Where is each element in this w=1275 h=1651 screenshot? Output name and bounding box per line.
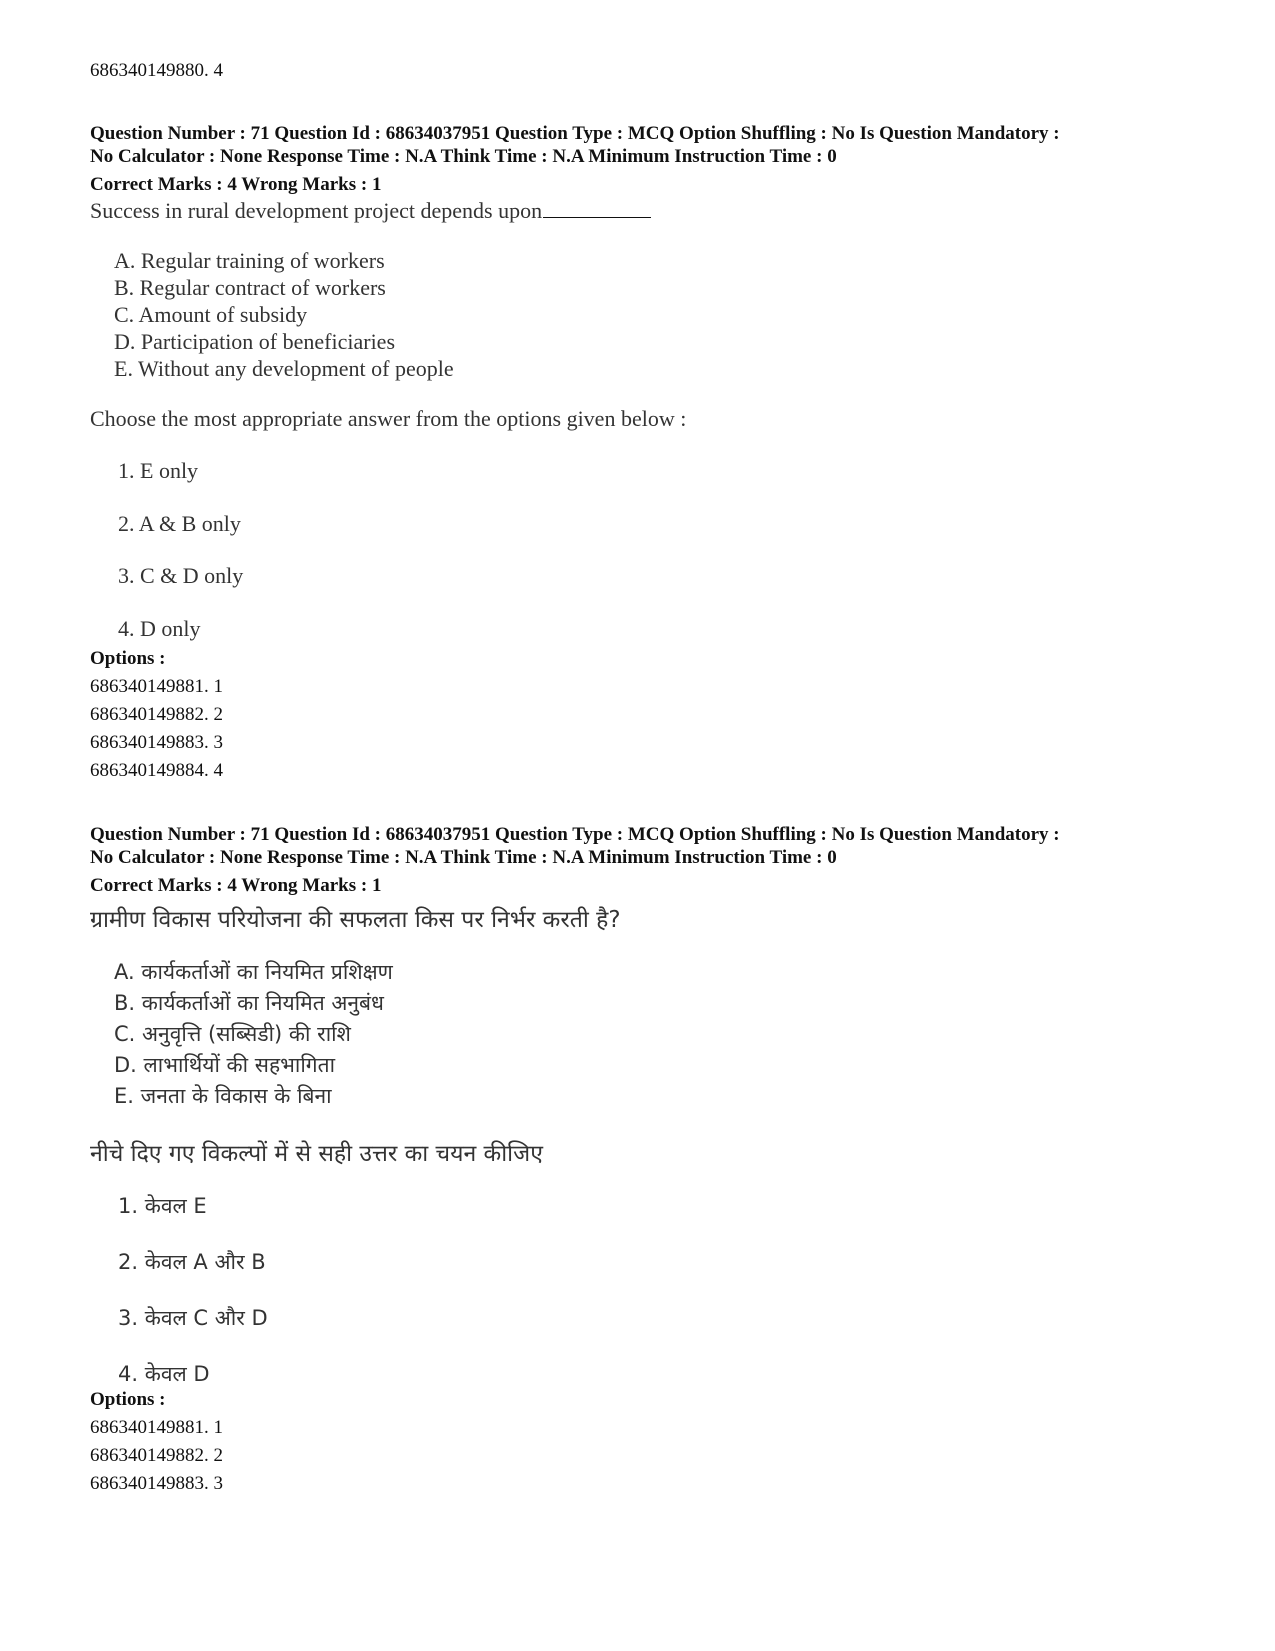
- q1-option-id-1: 686340149881. 1: [90, 676, 223, 697]
- q1-statement-d: D. Participation of beneficiaries: [114, 329, 396, 354]
- q1-header-line1: Question Number : 71 Question Id : 68634037951 Question Type : MCQ Option Shuffling : No Is Question Mandatory :: [90, 123, 1060, 144]
- q1-statement-a: A. Regular training of workers: [114, 248, 385, 273]
- q2-question-text: ग्रामीण विकास परियोजना की सफलता किस पर निर्भर करती है?: [90, 907, 621, 933]
- q2-options-label: Options :: [90, 1389, 166, 1410]
- q1-option-id-2: 686340149882. 2: [90, 704, 223, 725]
- q1-option-id-3: 686340149883. 3: [90, 732, 223, 753]
- q2-choice-2: 2. केवल A और B: [118, 1250, 266, 1274]
- q1-choice-4: 4. D only: [118, 616, 201, 641]
- q2-choice-4: 4. केवल D: [118, 1362, 210, 1386]
- q2-statement-c: C. अनुवृत्ति (सब्सिडी) की राशि: [114, 1022, 351, 1046]
- q1-statement-c: C. Amount of subsidy: [114, 302, 308, 327]
- q2-marks: Correct Marks : 4 Wrong Marks : 1: [90, 875, 382, 896]
- q1-header-line2: No Calculator : None Response Time : N.A Think Time : N.A Minimum Instruction Time : 0: [90, 146, 837, 167]
- q2-option-id-3: 686340149883. 3: [90, 1473, 223, 1494]
- q1-statement-e: E. Without any development of people: [114, 356, 454, 381]
- q2-header-line1: Question Number : 71 Question Id : 68634037951 Question Type : MCQ Option Shuffling : No Is Question Mandatory :: [90, 824, 1060, 845]
- q1-question-label: Success in rural development project depends upon: [90, 198, 543, 223]
- q1-option-id-4: 686340149884. 4: [90, 760, 223, 781]
- top-option-line: 686340149880. 4: [90, 60, 223, 81]
- q2-option-id-1: 686340149881. 1: [90, 1417, 223, 1438]
- q1-statement-b: B. Regular contract of workers: [114, 275, 386, 300]
- q2-header-line2: No Calculator : None Response Time : N.A Think Time : N.A Minimum Instruction Time : 0: [90, 847, 837, 868]
- q2-choice-1: 1. केवल E: [118, 1194, 207, 1218]
- q1-question-text: [90, 198, 651, 224]
- q2-statement-b: B. कार्यकर्ताओं का नियमित अनुबंध: [114, 991, 384, 1015]
- q1-choice-2: 2. A & B only: [118, 511, 241, 536]
- q2-statement-d: D. लाभार्थियों की सहभागिता: [114, 1053, 336, 1077]
- q1-choice-1: 1. E only: [118, 458, 199, 483]
- q2-option-id-2: 686340149882. 2: [90, 1445, 223, 1466]
- q1-instruction: Choose the most appropriate answer from the options given below :: [90, 406, 687, 431]
- answer-blank: [543, 199, 651, 218]
- q2-statement-e: E. जनता के विकास के बिना: [114, 1084, 332, 1108]
- q2-instruction: नीचे दिए गए विकल्पों में से सही उत्तर का चयन कीजिए: [90, 1141, 543, 1167]
- q1-marks: Correct Marks : 4 Wrong Marks : 1: [90, 174, 382, 195]
- q1-options-label: Options :: [90, 648, 166, 669]
- q2-statement-a: A. कार्यकर्ताओं का नियमित प्रशिक्षण: [114, 960, 393, 984]
- q2-choice-3: 3. केवल C और D: [118, 1306, 268, 1330]
- q1-choice-3: 3. C & D only: [118, 563, 244, 588]
